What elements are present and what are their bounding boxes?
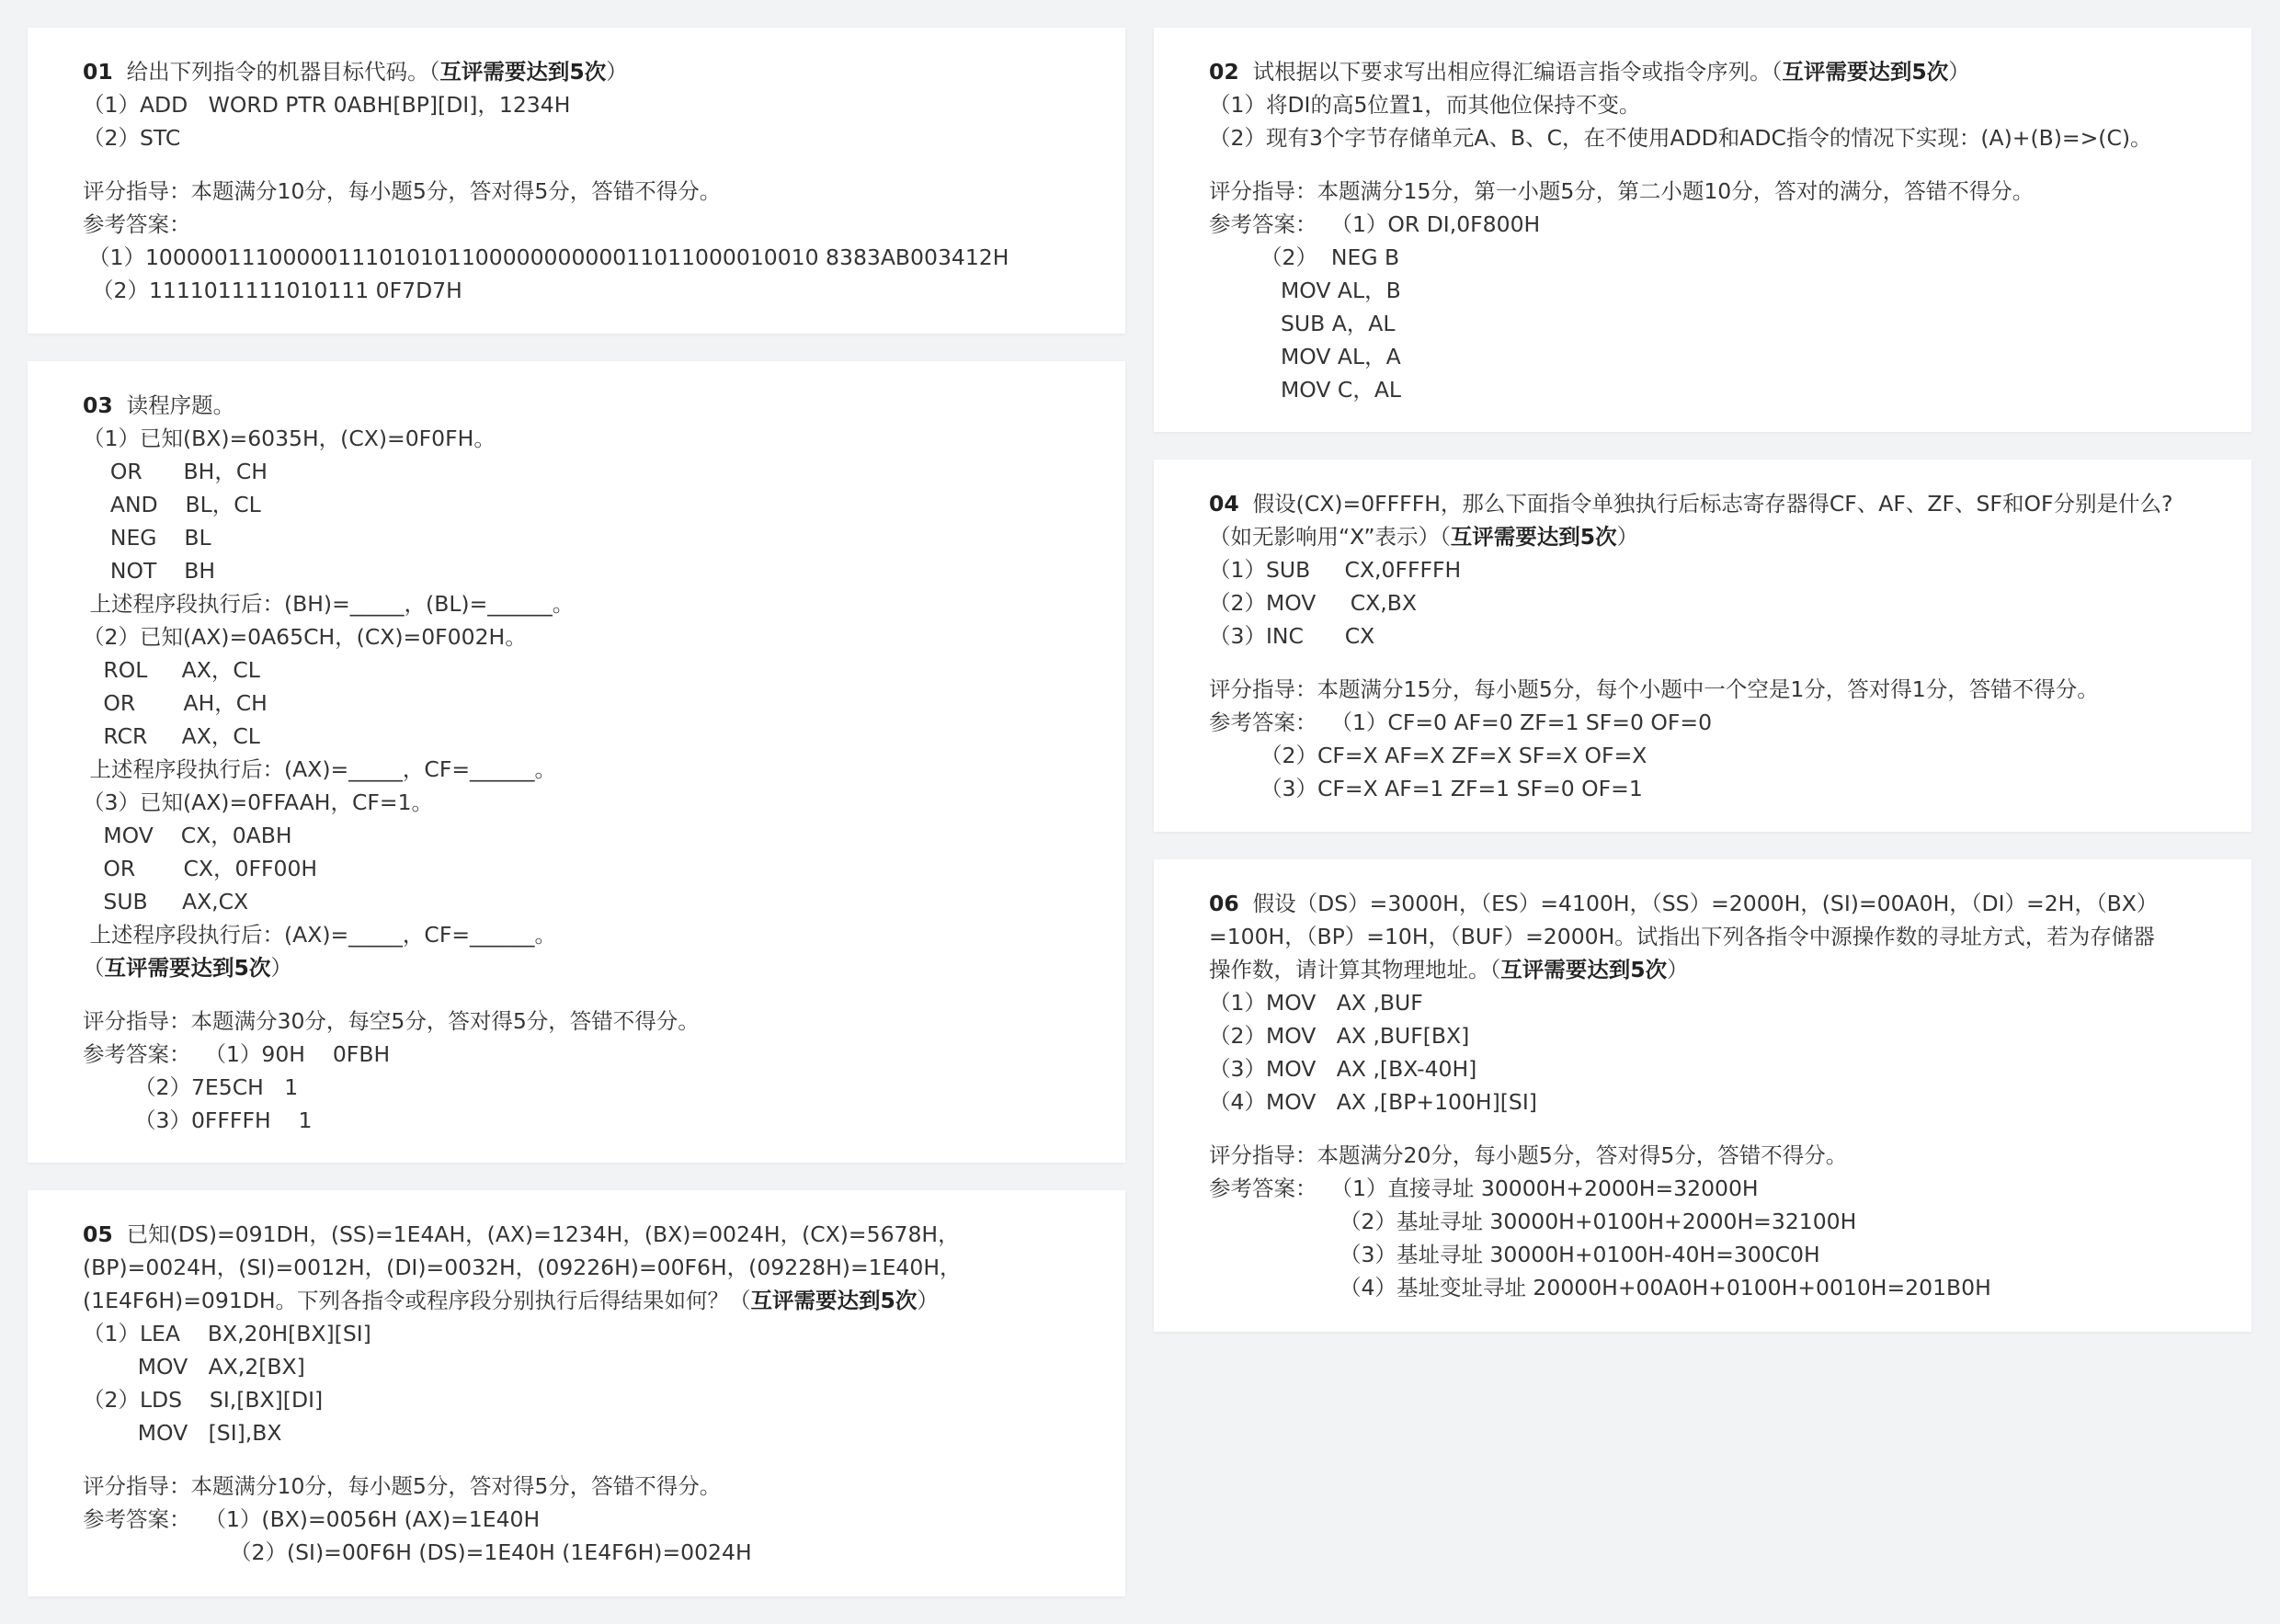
code-line: AND BL，CL <box>83 492 261 517</box>
answer-label: 参考答案： <box>1209 1175 1317 1201</box>
answer-line: 参考答案： （1）(BX)=0056H (AX)=1E40H <box>83 1506 541 1532</box>
question-item: （1）将DI的高5位置1，而其他位保持不变。 <box>1209 92 1641 118</box>
question-number: 03 <box>83 392 113 418</box>
answer-line: （2）(SI)=00F6H (DS)=1E40H (1E4F6H)=0024H <box>230 1539 752 1565</box>
peer-review-note: 互评需要达到5次 <box>1500 957 1668 982</box>
code-line: MOV [SI],BX <box>83 1420 282 1446</box>
code-line: （3）已知(AX)=0FFAAH，CF=1。 <box>83 789 434 815</box>
peer-review-note: 互评需要达到5次 <box>1450 524 1617 550</box>
answer-line: （3）基址寻址 30000H+0100H-40H=300C0H <box>1340 1242 1820 1267</box>
question-title: 03 读程序题。 <box>83 392 235 418</box>
code-line: 上述程序段执行后：(AX)=_____，CF=______。 <box>83 756 557 782</box>
code-line: OR BH，CH <box>83 459 268 484</box>
question-title: 04 假设(CX)=0FFFFH，那么下面指令单独执行后标志寄存器得CF、AF、ZF、SF和OF分别是什么? <box>1209 491 2173 517</box>
question-title: 06 假设（DS）=3000H，（ES）=4100H，（SS）=2000H，(SI)=00A0H，（DI）=2H，（BX） <box>1209 891 2159 916</box>
question-title: 02 试根据以下要求写出相应得汇编语言指令或指令序列。（互评需要达到5次） <box>1209 59 1970 85</box>
code-line: （1）已知(BX)=6035H，(CX)=0F0FH。 <box>83 426 496 451</box>
question-item: （1）SUB CX,0FFFFH <box>1209 557 1462 583</box>
code-line: MOV AX,2[BX] <box>83 1354 305 1380</box>
question-item: （4）MOV AX ,[BP+100H][SI] <box>1209 1089 1537 1115</box>
code-line: SUB AX,CX <box>83 889 249 914</box>
code-line: （2）已知(AX)=0A65CH，(CX)=0F002H。 <box>83 624 527 650</box>
question-item: （3）INC CX <box>1209 623 1375 649</box>
question-item: （3）MOV AX ,[BX-40H] <box>1209 1056 1477 1082</box>
grading-guide: 评分指导：本题满分15分，每小题5分，每个小题中一个空是1分，答对得1分，答错不得分。 <box>1209 676 2099 702</box>
question-item: （1）ADD WORD PTR 0ABH[BP][DI]，1234H <box>83 92 571 118</box>
question-card-05 <box>28 1190 1125 1596</box>
question-item: （2）现有3个字节存储单元A、B、C，在不使用ADD和ADC指令的情况下实现：(A)+(B)=>(C)。 <box>1209 125 2152 151</box>
code-line: RCR AX，CL <box>83 723 260 749</box>
peer-review-note: 互评需要达到5次 <box>104 955 271 981</box>
question-title-cont: (1E4F6H)=091DH。下列各指令或程序段分别执行后得结果如何？（互评需要达到5次） <box>83 1288 939 1313</box>
grading-guide: 评分指导：本题满分10分，每小题5分，答对得5分，答错不得分。 <box>83 1473 722 1499</box>
grading-guide: 评分指导：本题满分15分，第一小题5分，第二小题10分，答对的满分，答错不得分。 <box>1209 178 2035 204</box>
answer-line: MOV AL，A <box>1281 344 1401 369</box>
answer-label: 参考答案： <box>1209 211 1317 237</box>
question-number: 02 <box>1209 59 1239 85</box>
code-line: MOV CX，0ABH <box>83 823 292 848</box>
question-title-cont: 操作数，请计算其物理地址。（互评需要达到5次） <box>1209 957 1689 982</box>
question-title-cont: （如无影响用“X”表示）（互评需要达到5次） <box>1209 524 1639 550</box>
grading-guide: 评分指导：本题满分30分，每空5分，答对得5分，答错不得分。 <box>83 1008 700 1034</box>
peer-review-note: 互评需要达到5次 <box>1782 59 1949 85</box>
question-title: 01 给出下列指令的机器目标代码。（互评需要达到5次） <box>83 59 628 85</box>
peer-review-note: 互评需要达到5次 <box>750 1288 918 1313</box>
answer-line: （2）1111011111010111 0F7D7H <box>92 278 462 303</box>
code-line: 上述程序段执行后：(BH)=_____，(BL)=______。 <box>83 591 575 617</box>
code-line: （2）LDS SI,[BX][DI] <box>83 1387 324 1413</box>
question-item: （2）MOV AX ,BUF[BX] <box>1209 1023 1470 1049</box>
code-line: （1）LEA BX,20H[BX][SI] <box>83 1321 371 1346</box>
answer-label: 参考答案： <box>83 1041 191 1067</box>
question-number: 01 <box>83 59 113 85</box>
question-card-02 <box>1154 28 2252 432</box>
question-number: 04 <box>1209 491 1239 517</box>
answer-line: SUB A，AL <box>1281 311 1396 336</box>
question-card-06 <box>1154 859 2252 1332</box>
answer-line: 参考答案： （1）90H 0FBH <box>83 1041 391 1067</box>
answer-line: 参考答案： （1）OR DI,0F800H <box>1209 211 1541 237</box>
question-title-cont: (BP)=0024H，(SI)=0012H，(DI)=0032H，(09226H)=00F6H，(09228H)=1E40H， <box>83 1255 962 1280</box>
code-line: NEG BL <box>83 525 211 551</box>
question-card-04 <box>1154 460 2252 832</box>
question-card-01 <box>28 28 1125 334</box>
code-line: OR AH，CH <box>83 690 268 716</box>
question-title: 05 已知(DS)=091DH，(SS)=1E4AH，(AX)=1234H，(BX)=0024H，(CX)=5678H， <box>83 1221 960 1247</box>
code-line: OR CX，0FF00H <box>83 856 318 881</box>
question-number: 05 <box>83 1221 113 1247</box>
code-line: ROL AX，CL <box>83 657 260 683</box>
answer-line: （2）CF=X AF=X ZF=X SF=X OF=X <box>1260 743 1647 768</box>
question-title-cont: =100H，（BP）=10H，（BUF）=2000H。试指出下列各指令中源操作数的寻址方式，若为存储器 <box>1209 924 2155 949</box>
grading-guide: 评分指导：本题满分20分，每小题5分，答对得5分，答错不得分。 <box>1209 1142 1848 1168</box>
question-number: 06 <box>1209 891 1239 916</box>
answer-line: （3）CF=X AF=1 ZF=1 SF=0 OF=1 <box>1260 776 1643 801</box>
answer-line: （4）基址变址寻址 20000H+00A0H+0100H+0010H=201B0H <box>1340 1275 1991 1300</box>
answer-line: MOV C，AL <box>1281 377 1401 403</box>
answer-label: 参考答案： <box>83 211 191 237</box>
code-line: 上述程序段执行后：(AX)=_____，CF=______。 <box>83 922 557 948</box>
peer-review-note: 互评需要达到5次 <box>439 59 607 85</box>
question-item: （2）STC <box>83 125 181 151</box>
answer-line: （2） NEG B <box>1260 244 1400 270</box>
answer-label: 参考答案： <box>1209 710 1317 735</box>
answer-line: 参考答案： （1）直接寻址 30000H+2000H=32000H <box>1209 1175 1759 1201</box>
question-item: （1）MOV AX ,BUF <box>1209 990 1423 1016</box>
answer-line: MOV AL，B <box>1281 278 1401 303</box>
answer-line: （3）0FFFFH 1 <box>134 1107 313 1133</box>
question-card-03 <box>28 361 1125 1163</box>
answer-line: （2）7E5CH 1 <box>134 1074 299 1100</box>
answer-line: （2）基址寻址 30000H+0100H+2000H=32100H <box>1340 1209 1857 1234</box>
answer-line: 参考答案： （1）CF=0 AF=0 ZF=1 SF=0 OF=0 <box>1209 710 1713 735</box>
peer-review-line: （互评需要达到5次） <box>83 955 292 981</box>
code-line: NOT BH <box>83 558 215 584</box>
answer-line: （1）1000001110000011101010110000000000011011000010010 8383AB003412H <box>88 244 1009 270</box>
answer-label: 参考答案： <box>83 1506 191 1532</box>
grading-guide: 评分指导：本题满分10分，每小题5分，答对得5分，答错不得分。 <box>83 178 722 204</box>
question-item: （2）MOV CX,BX <box>1209 590 1417 616</box>
